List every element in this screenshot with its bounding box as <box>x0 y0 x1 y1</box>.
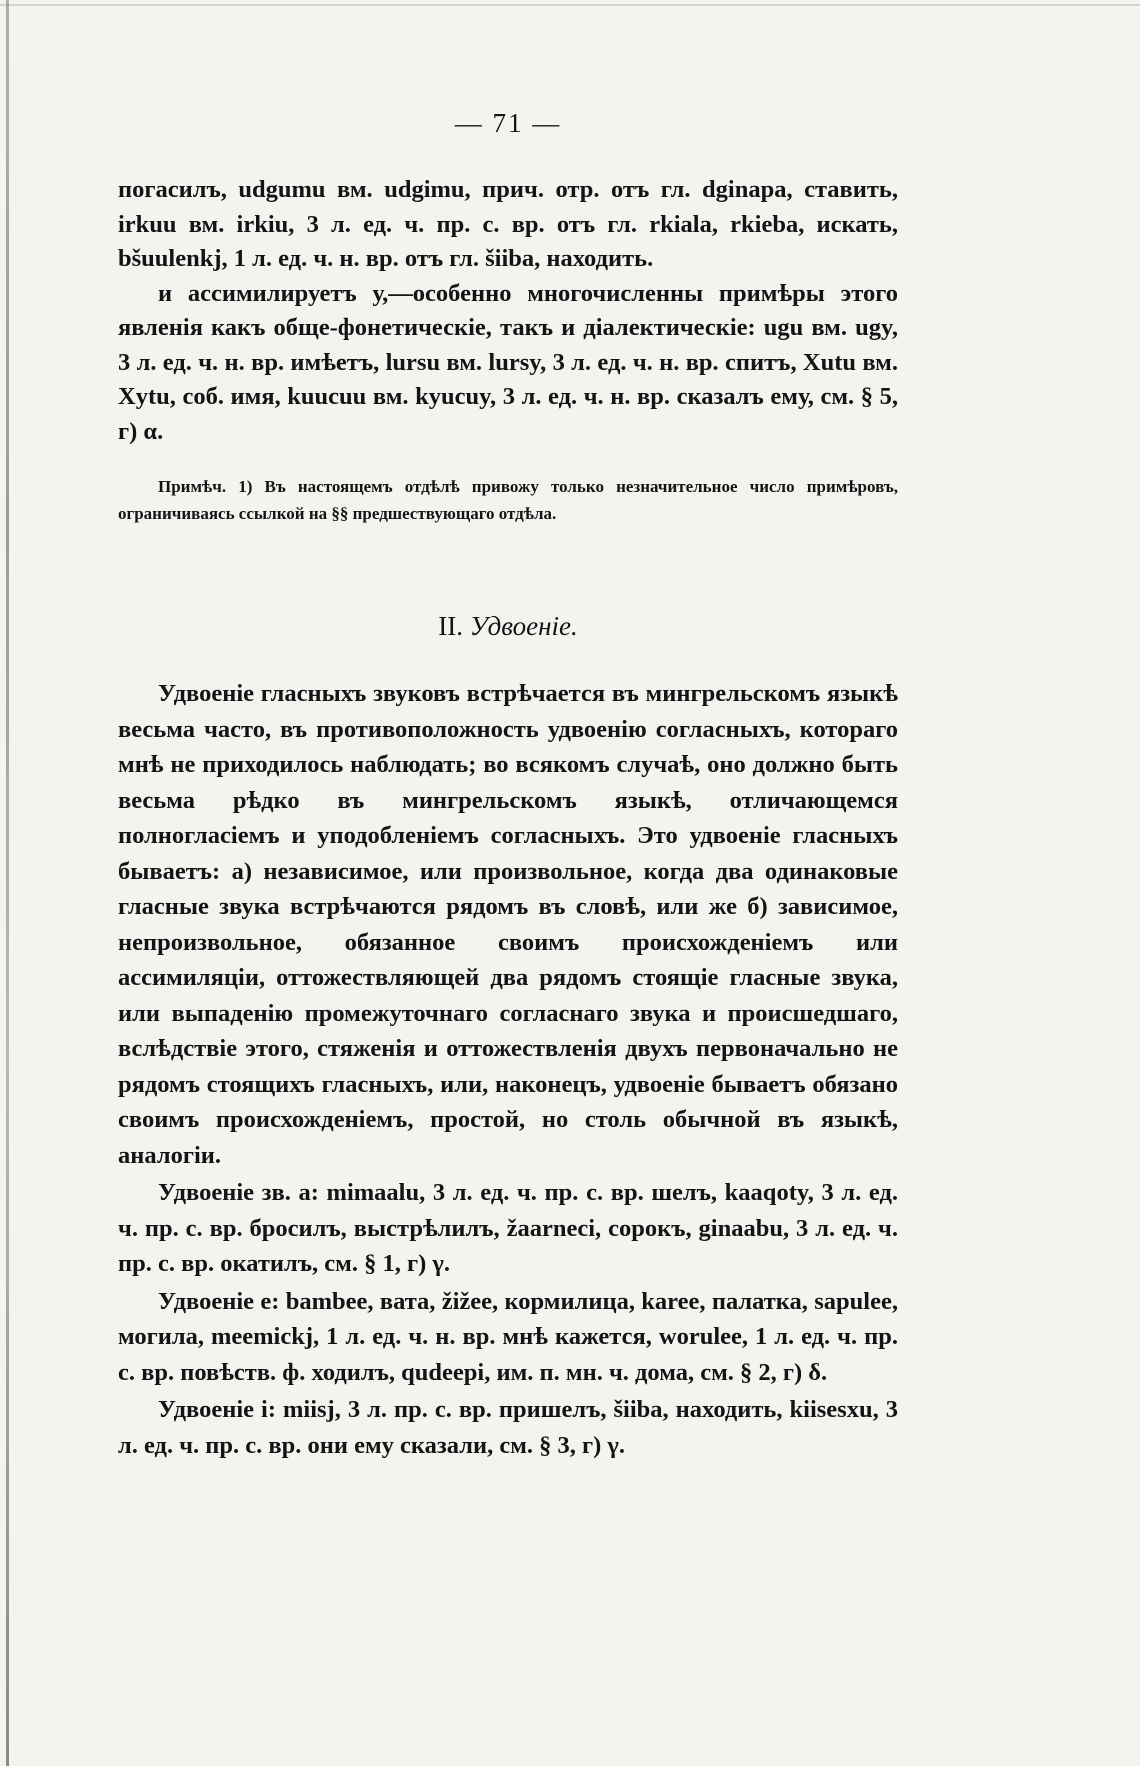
paragraph-doubling-e: Удвоеніе е: bambee, вата, žižee, кормилица, karee, палатка, sapulee, могила, meemickj, 1 л. ед. ч. н. вр. мнѣ кажется, worulee, 1 л. ед. ч. пр. с. вр. повѣств. ф. ходилъ, qudeepi, им. п. мн. ч. дома, см. § 2, г) δ. <box>118 1287 898 1386</box>
section-number: II. <box>438 611 464 641</box>
footnote: Примѣч. 1) Въ настоящемъ отдѣлѣ привожу только незначительное число примѣровъ, ограничиваясь ссылкой на §§ предшествующаго отдѣла. <box>118 477 898 523</box>
scan-left-edge <box>6 0 9 1766</box>
paragraph-continuation: погасилъ, udgumu вм. udgimu, прич. отр. отъ гл. dginapa, ставить, irkuu вм. irkiu, 3 л. ед. ч. пр. с. вр. отъ гл. rkiala, rkieba, искать, bšuulenkj, 1 л. ед. ч. н. вр. отъ гл. šiiba, находить. <box>118 176 898 272</box>
paragraph-doubling-a: Удвоеніе зв. а: mimaalu, 3 л. ед. ч. пр. с. вр. шелъ, kaaqoty, 3 л. ед. ч. пр. с. вр. бросилъ, выстрѣлилъ, žaarneci, сорокъ, ginaabu, 3 л. ед. ч. пр. с. вр. окатилъ, см. § 1, г) γ. <box>118 1179 898 1277</box>
book-page <box>118 108 898 1463</box>
section-title: Удвоеніе. <box>469 611 578 641</box>
paragraph-doubling-intro: Удвоеніе гласныхъ звуковъ встрѣчается въ мингрельскомъ языкѣ весьма часто, въ противоположность удвоенію согласныхъ, котораго мнѣ не приходилось наблюдать; во всякомъ случаѣ, оно должно быть весьма рѣдко въ мингрельскомъ языкѣ, отличающемся полногласіемъ и уподобленіемъ согласныхъ. Это удвоеніе гласныхъ бываетъ: а) независимое, или произвольное, когда два одинаковые гласные звука встрѣчаются рядомъ въ словѣ, или же б) зависимое, непроизвольное, обязанное своимъ происхожденіемъ или ассимиляціи, оттожествляющей два рядомъ стоящіе гласные звука, или выпаденію промежуточнаго согласнаго звука и происшедшаго, вслѣдствіе этого, стяженія и оттожествленія двухъ первоначально не рядомъ стоящихъ гласныхъ, или, наконецъ, удвоеніе бываетъ обязано своимъ происхожденіемъ, простой, но столь обычной въ языкѣ, аналогіи. <box>118 680 898 1169</box>
paragraph-assimilation: и ассимилируетъ у,—особенно многочисленны примѣры этого явленія какъ обще-фонетическіе, такъ и діалектическіе: ugu вм. ugy, 3 л. ед. ч. н. вр. имѣетъ, lursu вм. lursy, 3 л. ед. ч. н. вр. спитъ, Xutu вм. Xytu, соб. имя, kuucuu вм. kyucuy, 3 л. ед. ч. н. вр. сказалъ ему, см. § 5, г) α. <box>118 279 898 445</box>
page-number: — 71 — <box>454 108 562 138</box>
paragraph-doubling-i: Удвоеніе і: miisj, 3 л. пр. с. вр. пришелъ, šiiba, находить, kiisesxu, 3 л. ед. ч. пр. с. вр. они ему сказали, см. § 3, г) γ. <box>118 1396 898 1459</box>
section-heading <box>118 611 898 642</box>
scan-top-edge <box>0 4 1140 6</box>
